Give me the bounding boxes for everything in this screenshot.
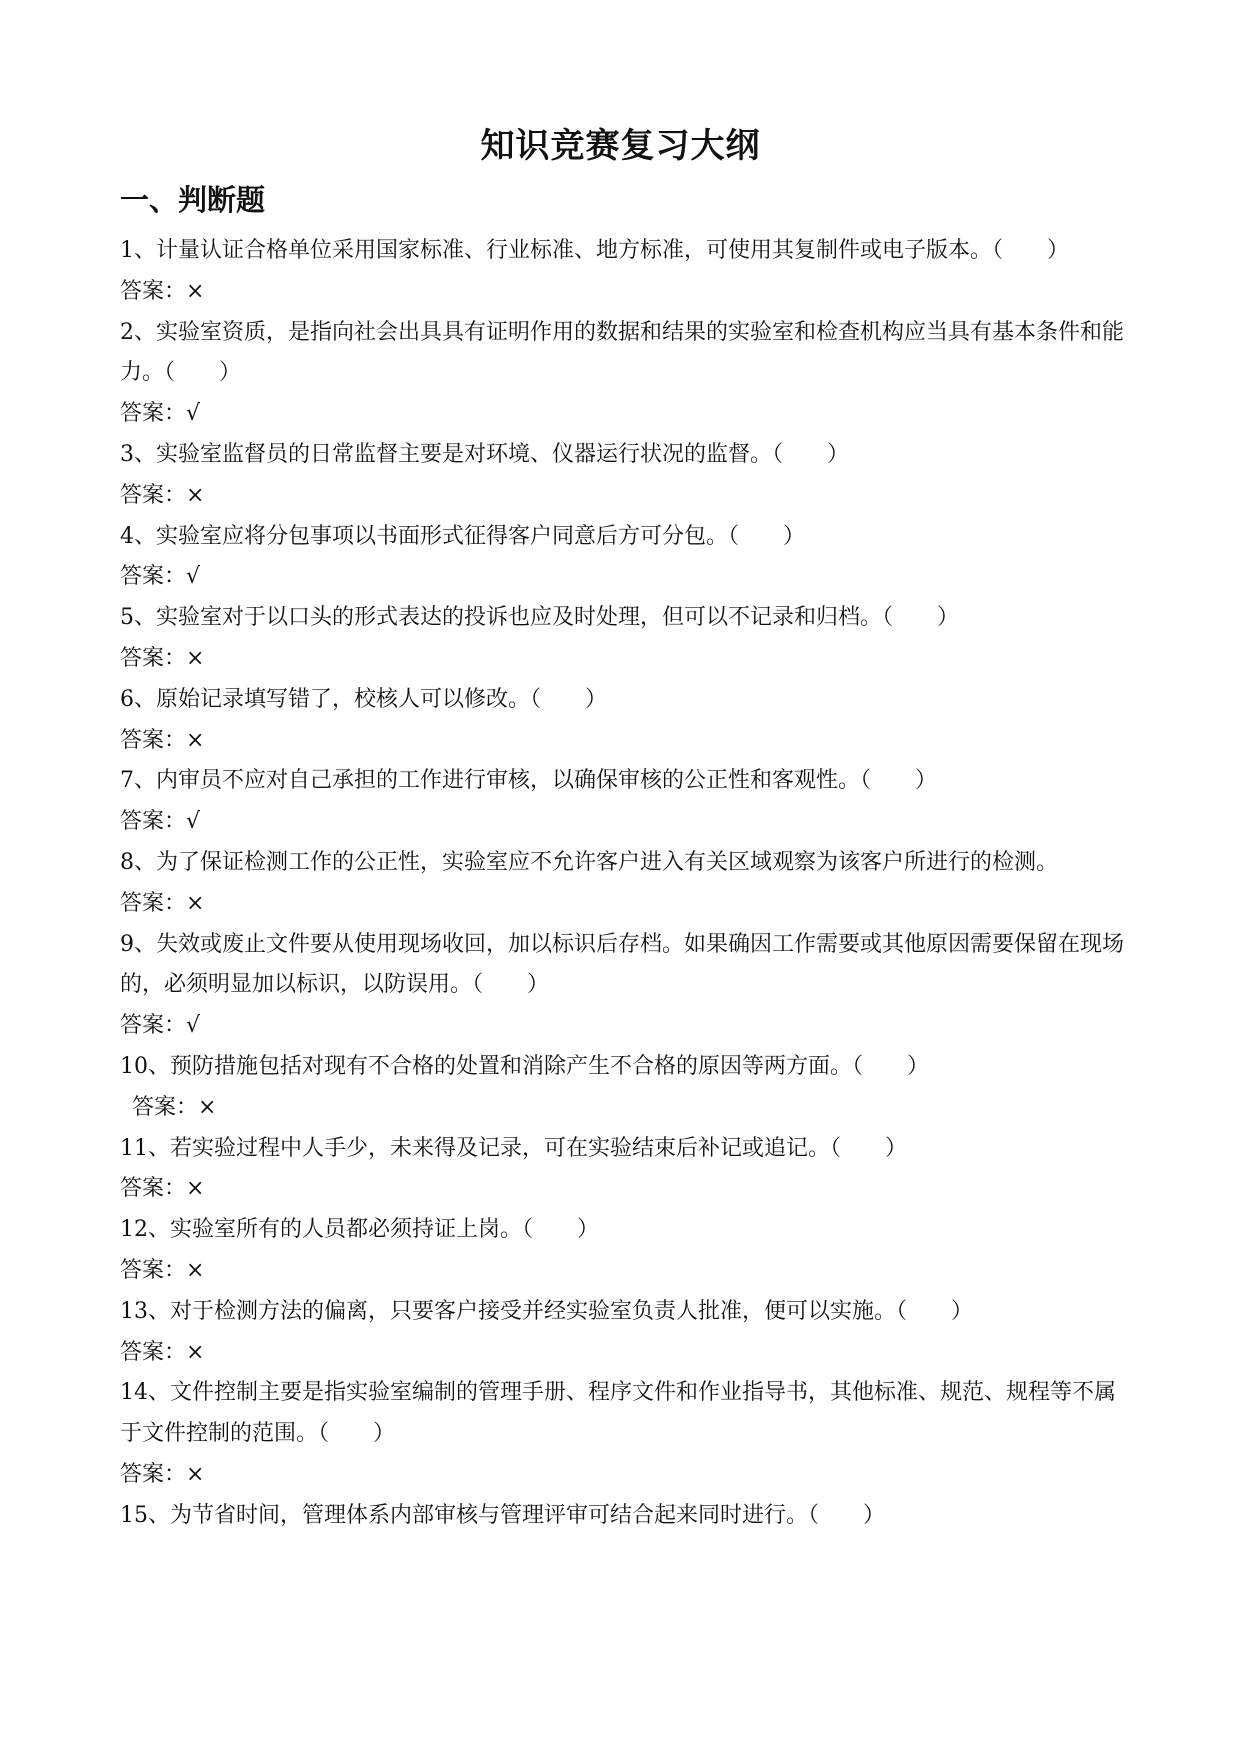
question-15: 15、为节省时间，管理体系内部审核与管理评审可结合起来同时进行。（ ） — [120, 1502, 885, 1528]
answer-14: 答案：× — [120, 1461, 205, 1487]
question-list — [120, 231, 1130, 1537]
question-5: 5、实验室对于以口头的形式表达的投诉也应及时处理，但可以不记录和归档。（ ） — [120, 605, 959, 631]
question-2: 2、实验室资质，是指向社会出具具有证明作用的数据和结果的实验室和检查机构应当具有基本条件和能力。（ ） — [120, 319, 1125, 386]
answer-11: 答案：× — [120, 1176, 205, 1202]
answer-4: 答案：√ — [120, 564, 201, 590]
question-14: 14、文件控制主要是指实验室编制的管理手册、程序文件和作业指导书，其他标准、规范、规程等不属于文件控制的范围。（ ） — [120, 1380, 1116, 1447]
section-heading: 一、判断题 — [120, 183, 266, 217]
document-title: 知识竞赛复习大纲 — [480, 126, 761, 166]
answer-8: 答案：× — [120, 890, 205, 916]
question-3: 3、实验室监督员的日常监督主要是对环境、仪器运行状况的监督。（ ） — [120, 441, 849, 467]
answer-2: 答案：√ — [120, 401, 201, 427]
answer-1: 答案：× — [120, 278, 205, 304]
question-10: 10、预防措施包括对现有不合格的处置和消除产生不合格的原因等两方面。（ ） — [120, 1053, 929, 1079]
question-8: 8、为了保证检测工作的公正性，实验室应不允许客户进入有关区域观察为该客户所进行的检测。 — [120, 849, 1059, 875]
answer-3: 答案：× — [120, 482, 205, 508]
answer-9: 答案：√ — [120, 1013, 201, 1039]
question-6: 6、原始记录填写错了，校核人可以修改。（ ） — [120, 686, 607, 712]
question-4: 4、实验室应将分包事项以书面形式征得客户同意后方可分包。（ ） — [120, 523, 805, 549]
answer-13: 答案：× — [120, 1339, 205, 1365]
answer-6: 答案：× — [120, 727, 205, 753]
question-13: 13、对于检测方法的偏离，只要客户接受并经实验室负责人批准，便可以实施。（ ） — [120, 1298, 973, 1324]
answer-7: 答案：√ — [120, 809, 201, 835]
question-12: 12、实验室所有的人员都必须持证上岗。（ ） — [120, 1217, 599, 1243]
answer-12: 答案：× — [120, 1257, 205, 1283]
answer-5: 答案：× — [120, 645, 205, 671]
question-1: 1、计量认证合格单位采用国家标准、行业标准、地方标准，可使用其复制件或电子版本。（ ） — [120, 238, 1070, 263]
question-7: 7、内审员不应对自己承担的工作进行审核，以确保审核的公正性和客观性。（ ） — [120, 768, 937, 794]
question-9: 9、失效或废止文件要从使用现场收回，加以标识后存档。如果确因工作需要或其他原因需要保留在现场的，必须明显加以标识，以防误用。（ ） — [120, 931, 1125, 998]
question-11: 11、若实验过程中人手少，未来得及记录，可在实验结束后补记或追记。（ ） — [120, 1135, 907, 1161]
answer-10: 答案：× — [132, 1094, 217, 1120]
